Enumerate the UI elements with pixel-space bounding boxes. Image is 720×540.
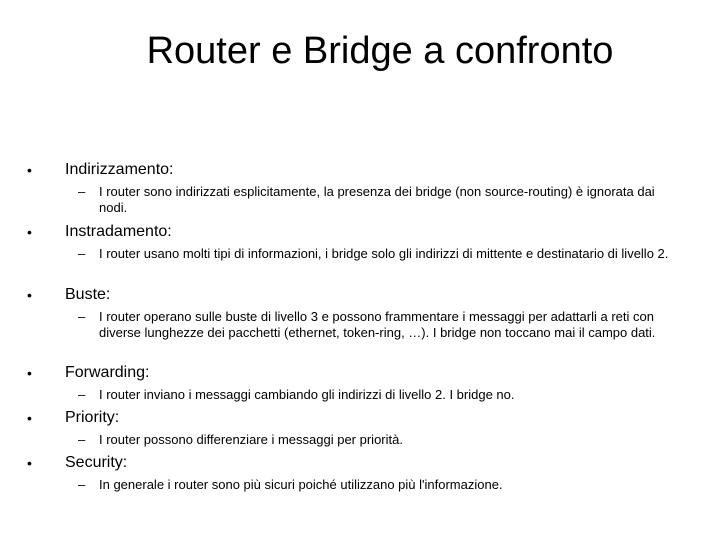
sub-item — [78, 432, 678, 448]
bullet-label: Instradamento: — [65, 223, 172, 240]
bullet-dot: • — [27, 365, 32, 381]
sub-text: I router usano molti tipi di informazioni, i bridge solo gli indirizzi di mittente e destinatario di livello 2. — [99, 246, 669, 261]
sub-item — [78, 184, 678, 216]
bullet-label: Buste: — [65, 286, 111, 303]
sub-item — [78, 246, 678, 262]
sub-item — [78, 477, 678, 493]
sub-dash: – — [78, 387, 86, 402]
sub-item — [78, 309, 678, 341]
bullet-dot: • — [27, 455, 32, 471]
sub-dash: – — [78, 432, 86, 447]
slide-title: Router e Bridge a confronto — [146, 30, 614, 72]
bullet-label: Priority: — [65, 409, 120, 426]
sub-text: In generale i router sono più sicuri poiché utilizzano più l'informazione. — [99, 477, 503, 492]
bullet-dot: • — [27, 162, 32, 178]
sub-dash: – — [78, 477, 86, 492]
bullet-label: Security: — [65, 454, 128, 471]
bullet-dot: • — [27, 287, 32, 303]
bullet-label: Indirizzamento: — [65, 161, 174, 178]
sub-dash: – — [78, 184, 86, 199]
sub-text: I router sono indirizzati esplicitamente, la presenza dei bridge (non source-routing) è ignorata dai nodi. — [99, 184, 655, 215]
sub-dash: – — [78, 246, 86, 261]
sub-text: I router possono differenziare i messaggi per priorità. — [99, 432, 403, 447]
bullet-dot: • — [27, 410, 32, 426]
sub-text: I router operano sulle buste di livello 3 e possono frammentare i messaggi per adattarli a reti con diverse lunghezze dei pacchetti (ethernet, token-ring, …). I bridge non toccano mai il campo dati. — [99, 309, 656, 340]
sub-item — [78, 387, 678, 403]
sub-text: I router inviano i messaggi cambiando gli indirizzi di livello 2. I bridge no. — [99, 387, 515, 402]
bullet-label: Forwarding: — [65, 364, 150, 381]
bullet-dot: • — [27, 224, 32, 240]
sub-dash: – — [78, 309, 86, 324]
